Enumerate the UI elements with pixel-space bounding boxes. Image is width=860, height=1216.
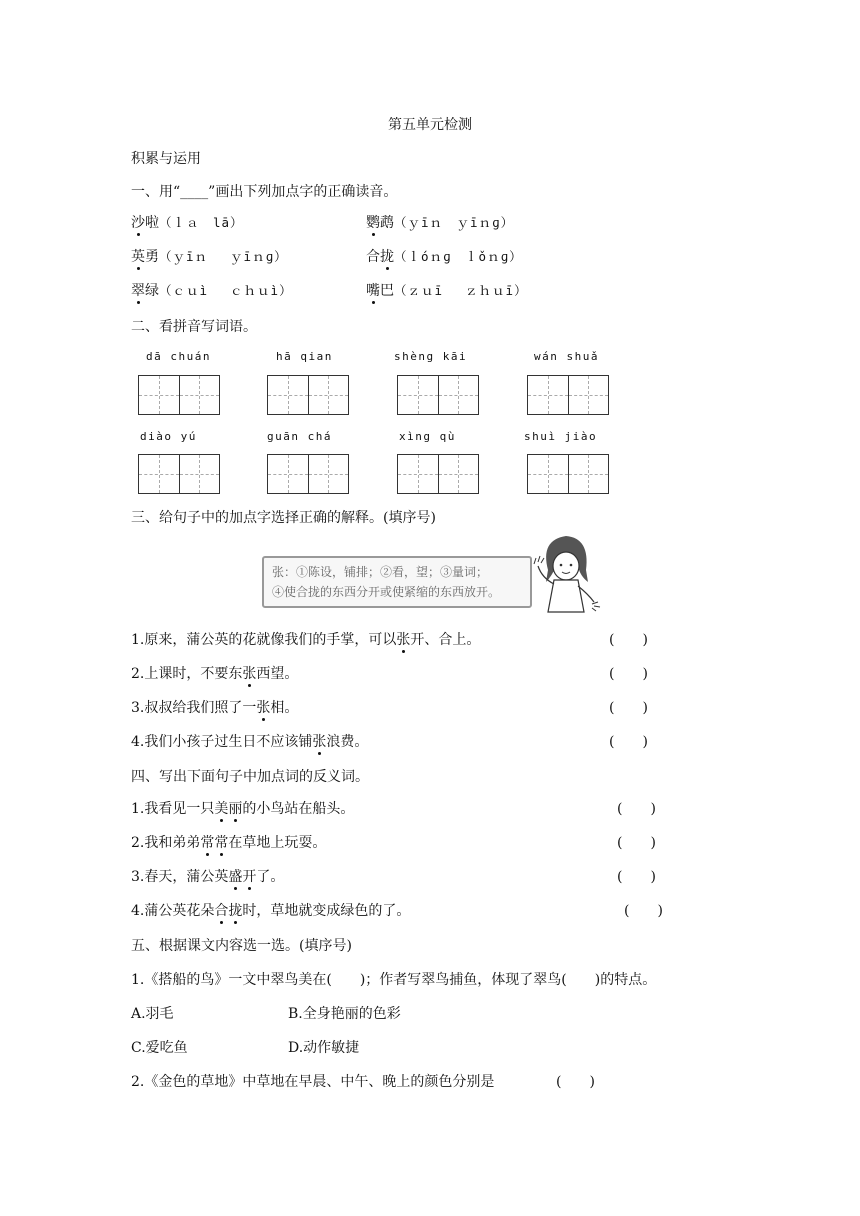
q5-question-2: 2.《金色的草地》中草地在早晨、中午、晚上的颜色分别是: [131, 1074, 495, 1090]
writing-grid[interactable]: [138, 375, 220, 415]
q3-heading: 三、给句子中的加点字选择正确的解释。(填序号): [131, 510, 436, 526]
writing-grid[interactable]: [527, 375, 609, 415]
answer-blank[interactable]: ( ): [609, 632, 648, 648]
q1-item-1: 沙啦（ｌａ lā）: [131, 212, 244, 232]
answer-blank[interactable]: ( ): [617, 869, 656, 885]
dotted-char: 盛: [228, 866, 242, 886]
dotted-char: 鹦: [366, 212, 380, 232]
q3-item-3: 3.叔叔给我们照了一张相。: [131, 697, 298, 717]
dotted-char: 拢: [228, 900, 242, 920]
q4-item-2: 2.我和弟弟常常在草地上玩耍。: [131, 832, 326, 852]
writing-grid[interactable]: [267, 454, 349, 494]
q1-item-5: 翠绿（ｃｕì ｃｈｕì）: [131, 280, 293, 300]
option-a: A.羽毛: [131, 1006, 174, 1022]
page-title: 第五单元检测: [388, 117, 472, 133]
pinyin-options: （ｙīｎ ｙīｎɡ）: [159, 249, 288, 264]
q1-item-6: 嘴巴（ｚｕī ｚｈｕī）: [366, 280, 528, 300]
definition-box: [262, 556, 532, 608]
answer-blank[interactable]: ( ): [609, 666, 648, 682]
pinyin-options: （ｃｕì ｃｈｕì）: [159, 283, 293, 298]
q2-heading: 二、看拼音写词语。: [131, 319, 257, 335]
dotted-char: 美: [214, 798, 228, 818]
dotted-char: 合: [214, 900, 228, 920]
pinyin-options: （ｙīｎ ｙīｎɡ）: [394, 215, 515, 230]
writing-grid[interactable]: [267, 375, 349, 415]
pinyin-label: dā chuán: [146, 350, 211, 363]
writing-grid[interactable]: [138, 454, 220, 494]
dotted-char: 嘴: [366, 280, 380, 300]
answer-blank[interactable]: ( ): [617, 835, 656, 851]
section-label: 积累与运用: [131, 151, 201, 167]
pinyin-label: shuì jiào: [524, 430, 598, 443]
pinyin-label: diào yú: [140, 430, 197, 443]
dotted-char: 丽: [228, 798, 242, 818]
dotted-char: 开: [242, 866, 256, 886]
q3-item-2: 2.上课时，不要东张西望。: [131, 663, 298, 683]
answer-blank[interactable]: ( ): [624, 903, 663, 919]
pinyin-label: guān chá: [267, 430, 332, 443]
writing-grid[interactable]: [527, 454, 609, 494]
pinyin-label: shèng kāi: [394, 350, 468, 363]
option-d: D.动作敏捷: [288, 1040, 360, 1056]
pinyin-options: （ｚｕī ｚｈｕī）: [394, 283, 528, 298]
dotted-char: 翠: [131, 280, 145, 300]
dotted-word: [228, 869, 256, 885]
q1-item-2: 鹦鹉（ｙīｎ ｙīｎɡ）: [366, 212, 514, 232]
writing-grid[interactable]: [397, 375, 479, 415]
definition-line: 张：①陈设，铺排；②看，望；③量词；: [272, 565, 489, 579]
q4-item-4: 4.蒲公英花朵合拢时，草地就变成绿色的了。: [131, 900, 410, 920]
dotted-char: 沙: [131, 212, 145, 232]
q5-heading: 五、根据课文内容选一选。(填序号): [131, 938, 352, 954]
answer-blank[interactable]: ( ): [617, 801, 656, 817]
dotted-char: 张: [256, 697, 270, 717]
q4-item-1: 1.我看见一只美丽的小鸟站在船头。: [131, 798, 354, 818]
pinyin-label: xìng qù: [399, 430, 456, 443]
option-b: B.全身艳丽的色彩: [288, 1006, 401, 1022]
dotted-char: 常: [214, 832, 228, 852]
q4-heading: 四、写出下面句子中加点词的反义词。: [131, 769, 369, 785]
q1-heading: 一、用“____”画出下列加点字的正确读音。: [131, 184, 398, 200]
dotted-char: 张: [242, 663, 256, 683]
q5-question-1: 1.《搭船的鸟》一文中翠鸟美在( )；作者写翠鸟捕鱼，体现了翠鸟( )的特点。: [131, 972, 657, 988]
pinyin-options: （ｌａ lā）: [159, 215, 244, 230]
q4-item-3: 3.春天，蒲公英盛开了。: [131, 866, 284, 886]
definition-line: ④使合拢的东西分开或使紧缩的东西放开。: [272, 585, 501, 599]
answer-blank[interactable]: ( ): [609, 734, 648, 750]
q3-item-4: 4.我们小孩子过生日不应该铺张浪费。: [131, 731, 368, 751]
option-c: C.爱吃鱼: [131, 1040, 188, 1056]
dotted-word: [200, 835, 228, 851]
dotted-word: [214, 801, 242, 817]
dotted-char: 张: [312, 731, 326, 751]
answer-blank[interactable]: ( ): [609, 700, 648, 716]
girl-illustration: [528, 530, 602, 614]
q1-item-4: 合拢（ｌóｎɡ ｌǒｎɡ）: [366, 246, 523, 266]
dotted-char: 英: [131, 246, 145, 266]
q1-item-3: 英勇（ｙīｎ ｙīｎɡ）: [131, 246, 288, 266]
writing-grid[interactable]: [397, 454, 479, 494]
dotted-char: 拢: [380, 246, 394, 266]
dotted-char: 常: [200, 832, 214, 852]
dotted-word: [214, 903, 242, 919]
answer-blank[interactable]: ( ): [556, 1074, 595, 1090]
q3-item-1: 1.原来，蒲公英的花就像我们的手掌，可以张开、合上。: [131, 629, 480, 649]
dotted-char: 张: [396, 629, 410, 649]
pinyin-label: wán shuǎ: [534, 350, 599, 363]
pinyin-options: （ｌóｎɡ ｌǒｎɡ）: [394, 249, 523, 264]
pinyin-label: hā qian: [276, 350, 333, 363]
